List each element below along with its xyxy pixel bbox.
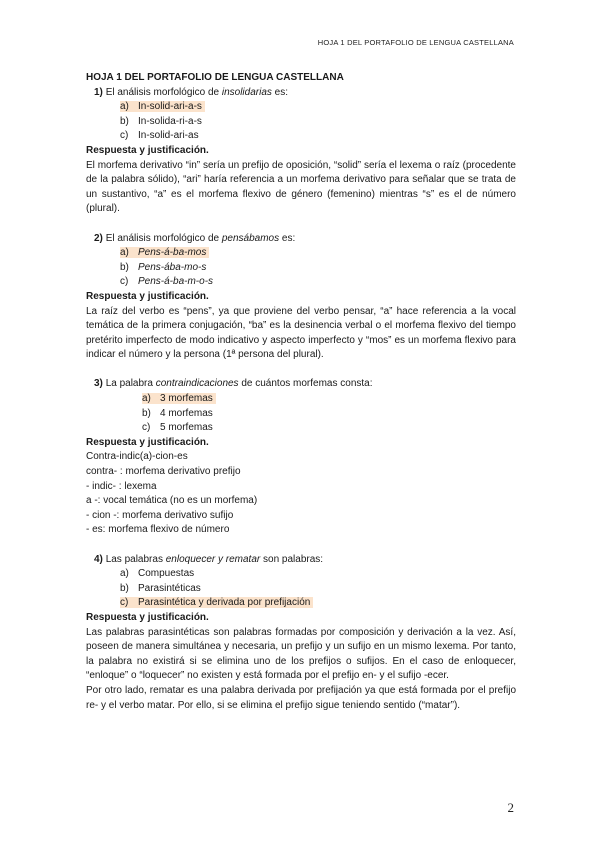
question-prompt: 2) El análisis morfológico de pensábamos es: [94, 232, 296, 244]
answer-paragraph: El morfema derivativo “in” sería un prefijo de oposición, “solid” sería el lexema o raíz (procedente de la palabra sólido), “ari” haría referencia a un morfema derivativo para señalar que se trata de un sustantivo, “a” es el morfema flexivo de género (femenino) mientras “s” es el de número (plural). [86, 159, 516, 215]
answer-paragraph: Por otro lado, rematar es una palabra derivada por prefijación ya que está formada por el prefijo re- y el verbo matar. Por ello, si se elimina el prefijo sigue teniendo sentido (“matar”). [86, 684, 516, 711]
option-c: c) Parasintética y derivada por prefijación [86, 596, 516, 611]
option-a: a) In-solid-ari-a-s [86, 100, 516, 115]
question-keyword: contraindicaciones [155, 378, 239, 390]
question-keyword: enloquecer y rematar [165, 553, 261, 565]
option-c: c) In-solid-ari-as [120, 130, 199, 142]
answer-line: contra- : morfema derivativo prefijo [86, 466, 241, 478]
question-number: 4) [94, 553, 103, 565]
question-3 [86, 377, 516, 538]
options-list [86, 392, 516, 436]
answer-paragraph: La raíz del verbo es “pens”, ya que proviene del verbo pensar, “a” hace referencia a la vocal temática de la primera conjugación, “ba” es la desinencia verbal o el morfema flexivo del tiempo pretérito imperfecto de modo indicativo y aspecto imperfecto y “mos” es un morfema flexivo para indicar el número y la persona (1ª persona del plural). [86, 305, 516, 361]
question-keyword: insolidarias [221, 86, 272, 98]
answer-line: a -: vocal temática (no es un morfema) [86, 495, 258, 507]
answer-line: - indic- : lexema [86, 480, 157, 492]
question-number: 1) [94, 86, 103, 98]
running-header: HOJA 1 DEL PORTAFOLIO DE LENGUA CASTELLANA [317, 38, 514, 47]
question-4 [86, 553, 516, 714]
option-b: b) 4 morfemas [142, 407, 213, 419]
document-body [86, 71, 516, 713]
question-number: 3) [94, 378, 103, 390]
question-prompt: 4) Las palabras enloquecer y rematar son palabras: [94, 553, 324, 565]
option-c: c) Pens-á-ba-m-o-s [120, 276, 214, 288]
options-list [86, 100, 516, 144]
option-b: b) In-solida-ri-a-s [120, 115, 202, 127]
option-b: b) Parasintéticas [120, 582, 201, 594]
answer-line: Contra-indic(a)-cion-es [86, 451, 188, 463]
document-title: HOJA 1 DEL PORTAFOLIO DE LENGUA CASTELLANA [86, 72, 344, 83]
answer-line: - cion -: morfema derivativo sufijo [86, 509, 234, 521]
option-a: a) Compuestas [120, 568, 195, 580]
question-prompt: 1) El análisis morfológico de insolidarias es: [94, 86, 289, 98]
answer-heading: Respuesta y justificación. [86, 436, 209, 448]
question-keyword: pensábamos [221, 232, 280, 244]
question-2 [86, 232, 516, 363]
question-number: 2) [94, 232, 103, 244]
option-a: a) Pens-á-ba-mos [86, 246, 516, 261]
answer-heading: Respuesta y justificación. [86, 611, 209, 623]
option-b: b) Pens-ába-mo-s [120, 261, 207, 273]
answer-heading: Respuesta y justificación. [86, 290, 209, 302]
option-c: c) 5 morfemas [142, 422, 213, 434]
option-a: a) 3 morfemas [86, 392, 516, 407]
answer-paragraph: Las palabras parasintéticas son palabras formadas por composición y derivación a la vez. Así, poseen de manera simultánea y necesaria, un prefijo y un sufijo en un mismo lexema. Por tanto, la palabra no existirá si se elimina uno de los prefijos o sufijos. En el caso de enloquecer, “enloque” o “loquecer” no existen y está formada por el prefijo en- y el sufijo -ecer. [86, 626, 516, 682]
page-number: 2 [507, 800, 514, 815]
answer-heading: Respuesta y justificación. [86, 144, 209, 156]
answer-line: - es: morfema flexivo de número [86, 524, 230, 536]
options-list [86, 246, 516, 290]
question-1 [86, 86, 516, 217]
question-prompt: 3) La palabra contraindicaciones de cuántos morfemas consta: [94, 378, 373, 390]
options-list [86, 567, 516, 611]
